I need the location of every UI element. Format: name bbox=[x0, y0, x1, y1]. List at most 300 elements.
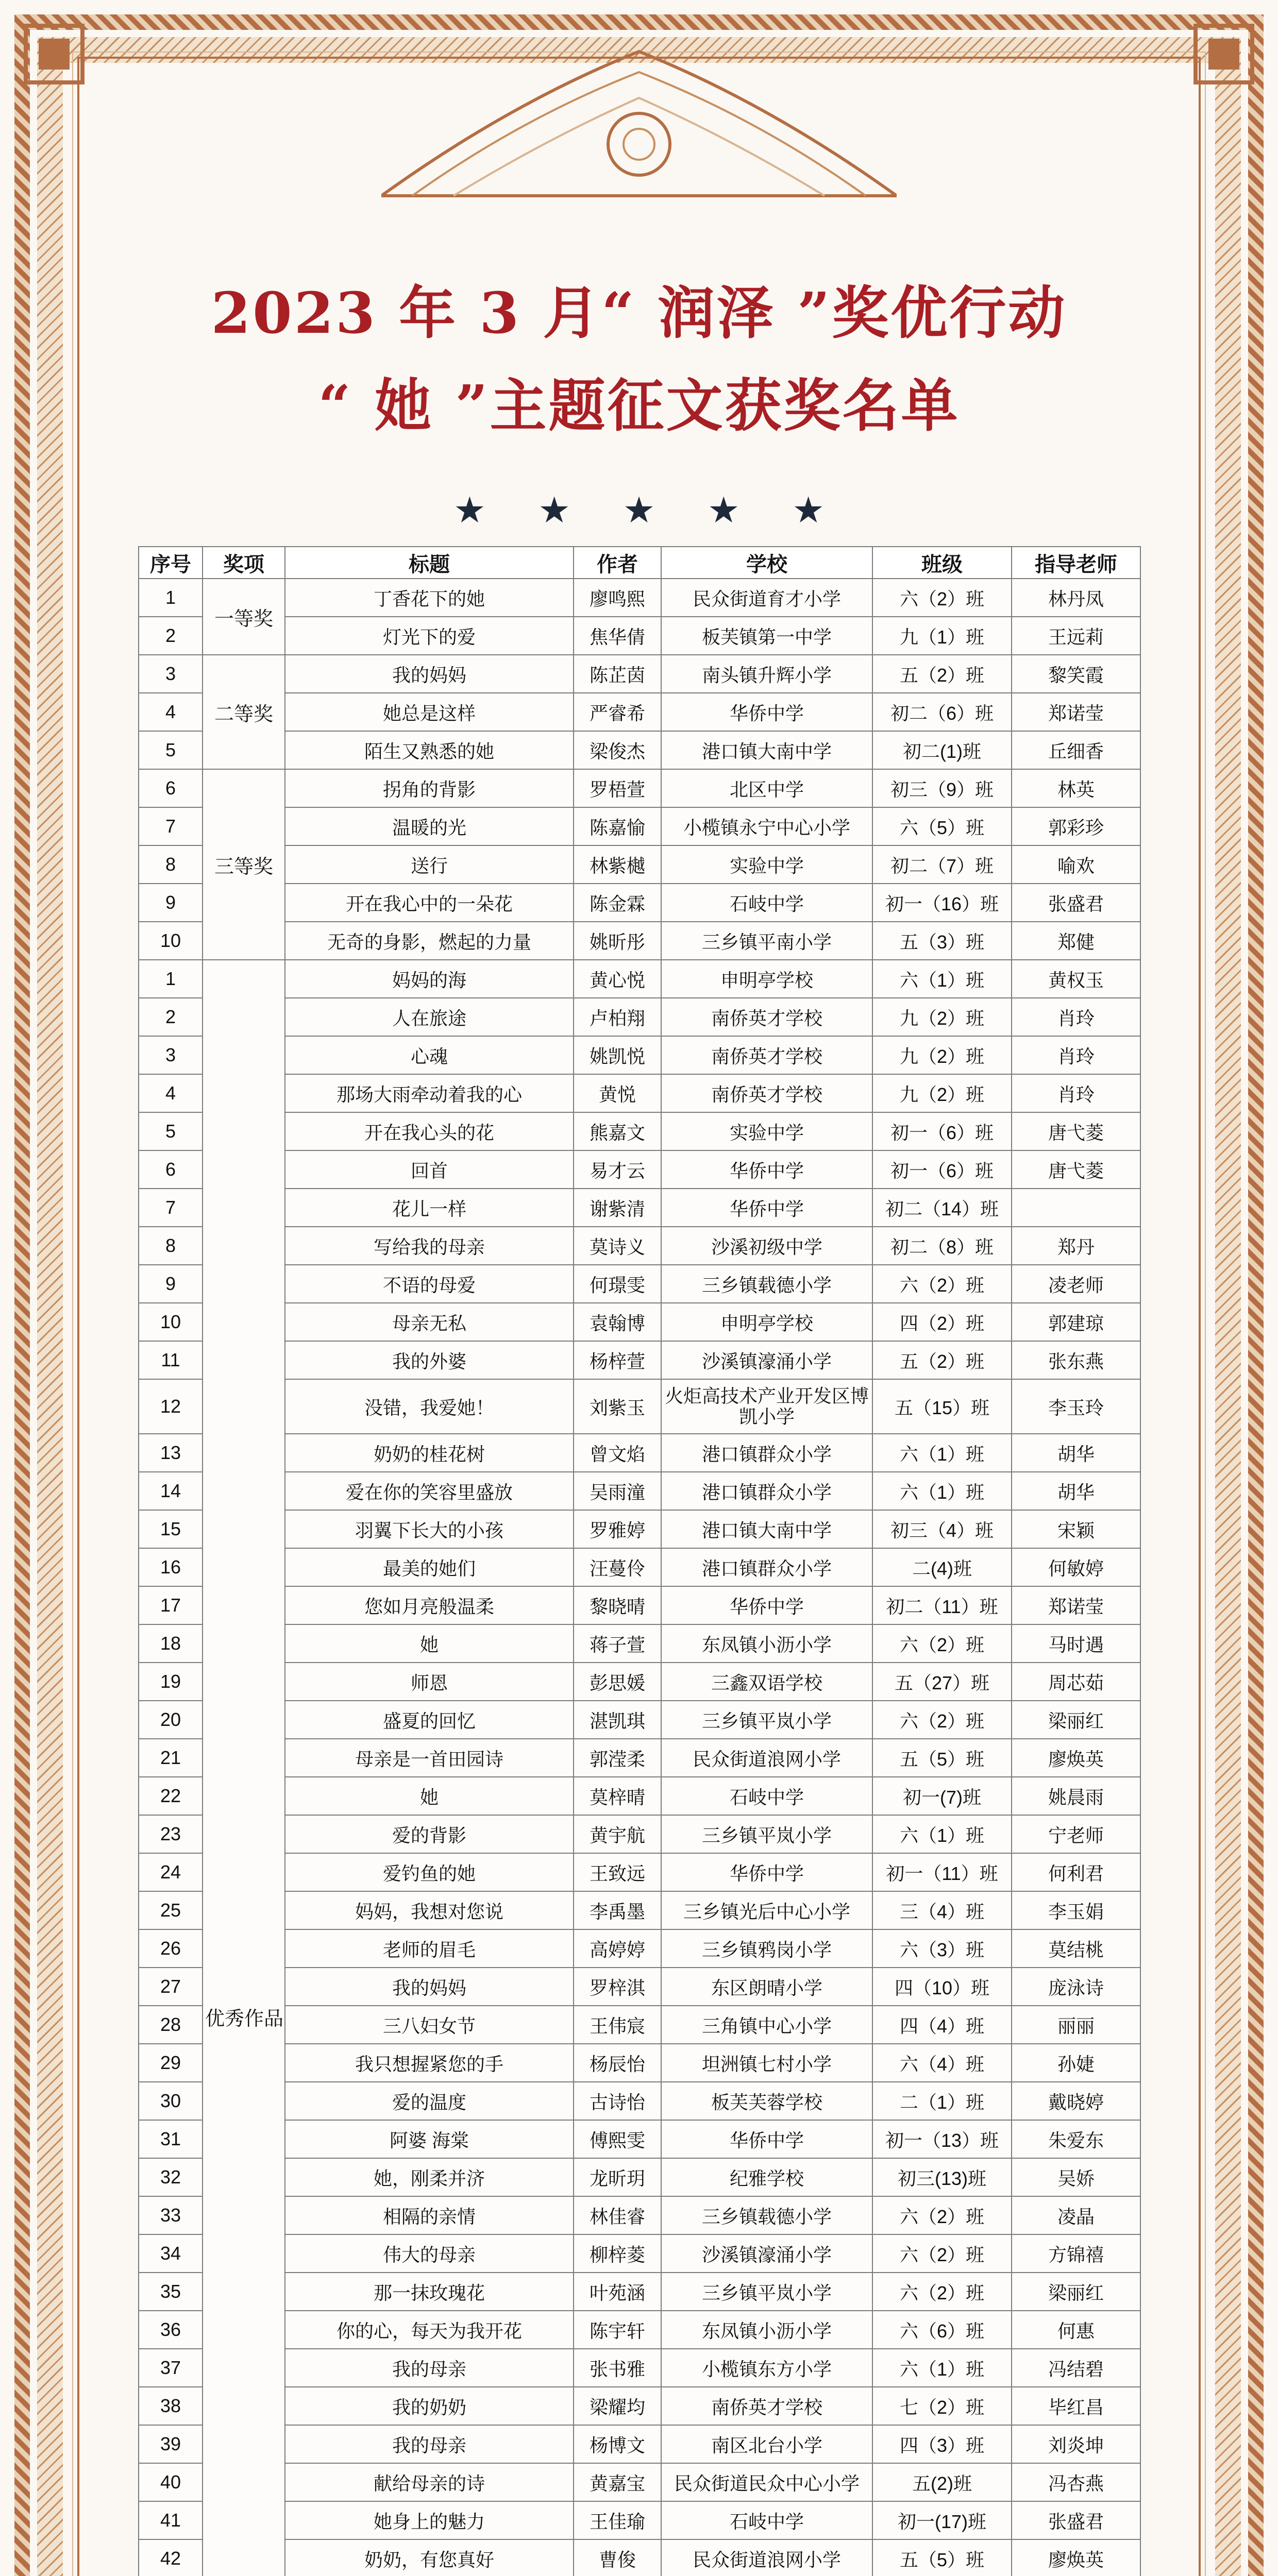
cell-author: 廖鸣熙 bbox=[574, 579, 661, 617]
cell-class: 初一（6）班 bbox=[872, 1150, 1012, 1189]
star-icon: ★ bbox=[707, 489, 740, 531]
cell-class: 六（1）班 bbox=[872, 1472, 1012, 1510]
cell-title: 那一抹玫瑰花 bbox=[285, 2273, 574, 2311]
cell-school: 南区北台小学 bbox=[661, 2425, 872, 2463]
table-row bbox=[139, 579, 1140, 617]
cell-class: 六（1）班 bbox=[872, 1815, 1012, 1853]
cell-number: 9 bbox=[139, 884, 203, 922]
page-title-line1: 2023 年 3 月“ 润泽 ”奖优行动 bbox=[211, 280, 1067, 346]
cell-title: 不语的母爱 bbox=[285, 1265, 574, 1303]
table-row bbox=[139, 1303, 1140, 1341]
cell-author: 曹俊 bbox=[574, 2539, 661, 2576]
cell-school: 南侨英才学校 bbox=[661, 1074, 872, 1112]
cell-number: 21 bbox=[139, 1739, 203, 1777]
cell-author: 焦华倩 bbox=[574, 617, 661, 655]
cell-author: 熊嘉文 bbox=[574, 1112, 661, 1150]
cell-number: 30 bbox=[139, 2082, 203, 2120]
cell-school: 华侨中学 bbox=[661, 1189, 872, 1227]
award-category-cell: 三等奖 bbox=[203, 769, 285, 960]
cell-author: 刘紫玉 bbox=[574, 1379, 661, 1434]
cell-class: 六（2）班 bbox=[872, 1265, 1012, 1303]
cell-school: 华侨中学 bbox=[661, 2120, 872, 2158]
cell-author: 柳梓菱 bbox=[574, 2234, 661, 2273]
cell-school: 民众街道浪网小学 bbox=[661, 2539, 872, 2576]
cell-class: 初一（6）班 bbox=[872, 1112, 1012, 1150]
cell-class: 六（2）班 bbox=[872, 579, 1012, 617]
cell-number: 22 bbox=[139, 1777, 203, 1815]
cell-number: 3 bbox=[139, 655, 203, 693]
cell-class: 初二（7）班 bbox=[872, 845, 1012, 884]
cell-school: 南侨英才学校 bbox=[661, 2387, 872, 2425]
cell-title: 人在旅途 bbox=[285, 998, 574, 1036]
cell-number: 11 bbox=[139, 1341, 203, 1379]
cell-author: 罗雅婷 bbox=[574, 1510, 661, 1548]
table-row bbox=[139, 1891, 1140, 1929]
cell-teacher: 唐弋菱 bbox=[1012, 1112, 1140, 1150]
cell-author: 莫诗义 bbox=[574, 1227, 661, 1265]
cell-title: 羽翼下长大的小孩 bbox=[285, 1510, 574, 1548]
cell-school: 民众街道民众中心小学 bbox=[661, 2463, 872, 2501]
cell-teacher: 肖玲 bbox=[1012, 1074, 1140, 1112]
cell-number: 39 bbox=[139, 2425, 203, 2463]
cell-title: 爱的背影 bbox=[285, 1815, 574, 1853]
cell-teacher: 廖焕英 bbox=[1012, 2539, 1140, 2576]
column-header: 标题 bbox=[285, 547, 574, 579]
cell-school: 火炬高技术产业开发区博凯小学 bbox=[661, 1379, 872, 1434]
page-title-line2: “ 她 ”主题征文获奖名单 bbox=[318, 372, 960, 439]
cell-teacher: 凌老师 bbox=[1012, 1265, 1140, 1303]
cell-author: 罗梧萱 bbox=[574, 769, 661, 807]
cell-school: 东区朗晴小学 bbox=[661, 1968, 872, 2006]
cell-teacher: 戴晓婷 bbox=[1012, 2082, 1140, 2120]
cell-class: 初二（8）班 bbox=[872, 1227, 1012, 1265]
corner-ornament-top-left bbox=[21, 21, 88, 88]
cell-teacher: 林英 bbox=[1012, 769, 1140, 807]
cell-class: 初二(1)班 bbox=[872, 731, 1012, 769]
cell-teacher: 周芯茹 bbox=[1012, 1663, 1140, 1701]
cell-author: 杨辰怡 bbox=[574, 2044, 661, 2082]
cell-author: 郭滢柔 bbox=[574, 1739, 661, 1777]
cell-author: 陈嘉愉 bbox=[574, 807, 661, 845]
cell-title: 没错，我爱她！ bbox=[285, 1379, 574, 1434]
cell-author: 林佳睿 bbox=[574, 2196, 661, 2234]
cell-title: 妈妈，我想对您说 bbox=[285, 1891, 574, 1929]
star-divider bbox=[453, 489, 825, 531]
cell-number: 10 bbox=[139, 922, 203, 960]
cell-teacher: 丘细香 bbox=[1012, 731, 1140, 769]
cell-title: 我的母亲 bbox=[285, 2425, 574, 2463]
top-crest-ornament bbox=[381, 41, 897, 211]
table-row bbox=[139, 998, 1140, 1036]
cell-school: 港口镇群众小学 bbox=[661, 1548, 872, 1586]
cell-author: 王佳瑜 bbox=[574, 2501, 661, 2539]
cell-class: 五（5）班 bbox=[872, 1739, 1012, 1777]
cell-author: 梁耀均 bbox=[574, 2387, 661, 2425]
cell-number: 5 bbox=[139, 1112, 203, 1150]
cell-number: 27 bbox=[139, 1968, 203, 2006]
cell-class: 四（3）班 bbox=[872, 2425, 1012, 2463]
cell-author: 傅熙雯 bbox=[574, 2120, 661, 2158]
cell-title: 灯光下的爱 bbox=[285, 617, 574, 655]
column-header: 学校 bbox=[661, 547, 872, 579]
cell-title: 盛夏的回忆 bbox=[285, 1701, 574, 1739]
cell-title: 我只想握紧您的手 bbox=[285, 2044, 574, 2082]
cell-title: 开在我心中的一朵花 bbox=[285, 884, 574, 922]
award-table bbox=[138, 546, 1141, 2576]
cell-number: 2 bbox=[139, 998, 203, 1036]
cell-class: 五（15）班 bbox=[872, 1379, 1012, 1434]
cell-title: 妈妈的海 bbox=[285, 960, 574, 998]
cell-title: 爱的温度 bbox=[285, 2082, 574, 2120]
cell-title: 我的妈妈 bbox=[285, 1968, 574, 2006]
table-row bbox=[139, 2234, 1140, 2273]
cell-number: 12 bbox=[139, 1379, 203, 1434]
cell-title: 阿婆 海棠 bbox=[285, 2120, 574, 2158]
table-row bbox=[139, 1777, 1140, 1815]
cell-number: 6 bbox=[139, 1150, 203, 1189]
star-icon: ★ bbox=[538, 489, 571, 531]
cell-number: 36 bbox=[139, 2311, 203, 2349]
cell-teacher: 姚晨雨 bbox=[1012, 1777, 1140, 1815]
cell-title: 师恩 bbox=[285, 1663, 574, 1701]
cell-teacher: 郑丹 bbox=[1012, 1227, 1140, 1265]
cell-teacher: 冯结碧 bbox=[1012, 2349, 1140, 2387]
cell-number: 16 bbox=[139, 1548, 203, 1586]
cell-class: 二(4)班 bbox=[872, 1548, 1012, 1586]
cell-school: 南侨英才学校 bbox=[661, 1036, 872, 1074]
cell-number: 34 bbox=[139, 2234, 203, 2273]
cell-school: 石岐中学 bbox=[661, 1777, 872, 1815]
table-row bbox=[139, 1227, 1140, 1265]
cell-teacher: 郭建琼 bbox=[1012, 1303, 1140, 1341]
cell-class: 六（4）班 bbox=[872, 2044, 1012, 2082]
cell-school: 民众街道浪网小学 bbox=[661, 1739, 872, 1777]
star-icon: ★ bbox=[792, 489, 825, 531]
cell-number: 26 bbox=[139, 1929, 203, 1968]
cell-teacher: 吴娇 bbox=[1012, 2158, 1140, 2196]
cell-author: 何璟雯 bbox=[574, 1265, 661, 1303]
cell-teacher: 张盛君 bbox=[1012, 2501, 1140, 2539]
cell-school: 华侨中学 bbox=[661, 1853, 872, 1891]
column-header: 指导老师 bbox=[1012, 547, 1140, 579]
cell-author: 高婷婷 bbox=[574, 1929, 661, 1968]
cell-class: 二（1）班 bbox=[872, 2082, 1012, 2120]
cell-class: 初一(17)班 bbox=[872, 2501, 1012, 2539]
cell-class: 六（1）班 bbox=[872, 2349, 1012, 2387]
cell-title: 我的母亲 bbox=[285, 2349, 574, 2387]
cell-teacher: 梁丽红 bbox=[1012, 2273, 1140, 2311]
cell-school: 三乡镇载德小学 bbox=[661, 2196, 872, 2234]
cell-teacher: 冯杏燕 bbox=[1012, 2463, 1140, 2501]
cell-title: 最美的她们 bbox=[285, 1548, 574, 1586]
cell-teacher: 胡华 bbox=[1012, 1434, 1140, 1472]
cell-class: 三（4）班 bbox=[872, 1891, 1012, 1929]
cell-number: 32 bbox=[139, 2158, 203, 2196]
cell-class: 初一(7)班 bbox=[872, 1777, 1012, 1815]
cell-school: 三乡镇鸦岗小学 bbox=[661, 1929, 872, 1968]
table-row bbox=[139, 693, 1140, 731]
cell-author: 吴雨潼 bbox=[574, 1472, 661, 1510]
cell-school: 纪雅学校 bbox=[661, 2158, 872, 2196]
table-row bbox=[139, 2158, 1140, 2196]
table-row bbox=[139, 1624, 1140, 1663]
cell-teacher: 黄权玉 bbox=[1012, 960, 1140, 998]
table-row bbox=[139, 1341, 1140, 1379]
cell-school: 华侨中学 bbox=[661, 1586, 872, 1624]
cell-class: 五（5）班 bbox=[872, 2539, 1012, 2576]
cell-number: 13 bbox=[139, 1434, 203, 1472]
cell-school: 实验中学 bbox=[661, 1112, 872, 1150]
cell-author: 姚昕彤 bbox=[574, 922, 661, 960]
cell-class: 五（27）班 bbox=[872, 1663, 1012, 1701]
cell-school: 三乡镇平岚小学 bbox=[661, 1701, 872, 1739]
cell-class: 初一（11）班 bbox=[872, 1853, 1012, 1891]
cell-title: 她，刚柔并济 bbox=[285, 2158, 574, 2196]
cell-teacher: 郑诺莹 bbox=[1012, 693, 1140, 731]
cell-school: 三角镇中心小学 bbox=[661, 2006, 872, 2044]
cell-class: 六（1）班 bbox=[872, 1434, 1012, 1472]
cell-teacher: 肖玲 bbox=[1012, 1036, 1140, 1074]
cell-author: 蒋子萱 bbox=[574, 1624, 661, 1663]
cell-number: 37 bbox=[139, 2349, 203, 2387]
cell-school: 沙溪镇濠涌小学 bbox=[661, 1341, 872, 1379]
cell-class: 五(2)班 bbox=[872, 2463, 1012, 2501]
cell-title: 我的妈妈 bbox=[285, 655, 574, 693]
cell-author: 古诗怡 bbox=[574, 2082, 661, 2120]
cell-teacher: 孙婕 bbox=[1012, 2044, 1140, 2082]
cell-school: 申明亭学校 bbox=[661, 960, 872, 998]
table-row bbox=[139, 2311, 1140, 2349]
cell-title: 您如月亮般温柔 bbox=[285, 1586, 574, 1624]
cell-author: 杨博文 bbox=[574, 2425, 661, 2463]
cell-author: 梁俊杰 bbox=[574, 731, 661, 769]
cell-title: 献给母亲的诗 bbox=[285, 2463, 574, 2501]
table-row bbox=[139, 1929, 1140, 1968]
cell-title: 送行 bbox=[285, 845, 574, 884]
cell-number: 7 bbox=[139, 807, 203, 845]
cell-class: 九（1）班 bbox=[872, 617, 1012, 655]
cell-title: 奶奶，有您真好 bbox=[285, 2539, 574, 2576]
cell-school: 南侨英才学校 bbox=[661, 998, 872, 1036]
cell-author: 王致远 bbox=[574, 1853, 661, 1891]
table-row bbox=[139, 769, 1140, 807]
cell-title: 母亲无私 bbox=[285, 1303, 574, 1341]
cell-school: 港口镇群众小学 bbox=[661, 1472, 872, 1510]
cell-title: 她 bbox=[285, 1777, 574, 1815]
cell-school: 南头镇升辉小学 bbox=[661, 655, 872, 693]
star-icon: ★ bbox=[453, 489, 486, 531]
table-row bbox=[139, 1548, 1140, 1586]
cell-teacher: 张东燕 bbox=[1012, 1341, 1140, 1379]
cell-school: 三乡镇平岚小学 bbox=[661, 1815, 872, 1853]
cell-class: 初三(13)班 bbox=[872, 2158, 1012, 2196]
cell-number: 33 bbox=[139, 2196, 203, 2234]
cell-number: 10 bbox=[139, 1303, 203, 1341]
cell-teacher: 胡华 bbox=[1012, 1472, 1140, 1510]
cell-title: 她 bbox=[285, 1624, 574, 1663]
table-row bbox=[139, 960, 1140, 998]
column-header: 奖项 bbox=[203, 547, 285, 579]
cell-author: 黄嘉宝 bbox=[574, 2463, 661, 2501]
cell-teacher bbox=[1012, 1189, 1140, 1227]
cell-title: 我的外婆 bbox=[285, 1341, 574, 1379]
cell-title: 奶奶的桂花树 bbox=[285, 1434, 574, 1472]
cell-author: 林紫樾 bbox=[574, 845, 661, 884]
cell-title: 你的心，每天为我开花 bbox=[285, 2311, 574, 2349]
cell-class: 初二（14）班 bbox=[872, 1189, 1012, 1227]
cell-class: 初二（6）班 bbox=[872, 693, 1012, 731]
cell-class: 五（2）班 bbox=[872, 655, 1012, 693]
cell-number: 31 bbox=[139, 2120, 203, 2158]
cell-teacher: 何惠 bbox=[1012, 2311, 1140, 2349]
cell-title: 写给我的母亲 bbox=[285, 1227, 574, 1265]
cell-title: 丁香花下的她 bbox=[285, 579, 574, 617]
cell-number: 6 bbox=[139, 769, 203, 807]
cell-school: 东凤镇小沥小学 bbox=[661, 2311, 872, 2349]
table-row bbox=[139, 2082, 1140, 2120]
cell-title: 回首 bbox=[285, 1150, 574, 1189]
cell-teacher: 庞泳诗 bbox=[1012, 1968, 1140, 2006]
cell-number: 15 bbox=[139, 1510, 203, 1548]
cell-title: 爱钓鱼的她 bbox=[285, 1853, 574, 1891]
cell-title: 那场大雨牵动着我的心 bbox=[285, 1074, 574, 1112]
cell-teacher: 张盛君 bbox=[1012, 884, 1140, 922]
cell-number: 4 bbox=[139, 1074, 203, 1112]
table-row bbox=[139, 2463, 1140, 2501]
cell-school: 申明亭学校 bbox=[661, 1303, 872, 1341]
cell-author: 彭思媛 bbox=[574, 1663, 661, 1701]
cell-teacher: 郭彩珍 bbox=[1012, 807, 1140, 845]
cell-teacher: 凌晶 bbox=[1012, 2196, 1140, 2234]
cell-title: 陌生又熟悉的她 bbox=[285, 731, 574, 769]
cell-number: 40 bbox=[139, 2463, 203, 2501]
cell-number: 17 bbox=[139, 1586, 203, 1624]
cell-author: 杨梓萱 bbox=[574, 1341, 661, 1379]
cell-number: 1 bbox=[139, 960, 203, 998]
cell-author: 张书雅 bbox=[574, 2349, 661, 2387]
cell-number: 9 bbox=[139, 1265, 203, 1303]
table-row bbox=[139, 1510, 1140, 1548]
cell-number: 19 bbox=[139, 1663, 203, 1701]
cell-author: 王伟宸 bbox=[574, 2006, 661, 2044]
cell-number: 4 bbox=[139, 693, 203, 731]
cell-school: 东凤镇小沥小学 bbox=[661, 1624, 872, 1663]
cell-author: 黄宇航 bbox=[574, 1815, 661, 1853]
table-row bbox=[139, 922, 1140, 960]
cell-class: 六（6）班 bbox=[872, 2311, 1012, 2349]
cell-author: 湛凯琪 bbox=[574, 1701, 661, 1739]
cell-school: 三乡镇载德小学 bbox=[661, 1265, 872, 1303]
cell-school: 坦洲镇七村小学 bbox=[661, 2044, 872, 2082]
cell-author: 莫梓晴 bbox=[574, 1777, 661, 1815]
cell-class: 七（2）班 bbox=[872, 2387, 1012, 2425]
cell-teacher: 郑诺莹 bbox=[1012, 1586, 1140, 1624]
cell-number: 25 bbox=[139, 1891, 203, 1929]
cell-number: 5 bbox=[139, 731, 203, 769]
cell-teacher: 毕红昌 bbox=[1012, 2387, 1140, 2425]
cell-author: 陈芷茵 bbox=[574, 655, 661, 693]
table-row bbox=[139, 845, 1140, 884]
cell-title: 温暖的光 bbox=[285, 807, 574, 845]
cell-class: 初三（4）班 bbox=[872, 1510, 1012, 1548]
cell-school: 三乡镇光后中心小学 bbox=[661, 1891, 872, 1929]
cell-title: 她总是这样 bbox=[285, 693, 574, 731]
cell-school: 港口镇大南中学 bbox=[661, 1510, 872, 1548]
cell-number: 3 bbox=[139, 1036, 203, 1074]
cell-class: 四（2）班 bbox=[872, 1303, 1012, 1341]
cell-author: 陈宇轩 bbox=[574, 2311, 661, 2349]
cell-class: 六（1）班 bbox=[872, 960, 1012, 998]
cell-teacher: 何利君 bbox=[1012, 1853, 1140, 1891]
cell-class: 五（2）班 bbox=[872, 1341, 1012, 1379]
cell-teacher: 王远莉 bbox=[1012, 617, 1140, 655]
cell-school: 板芙镇第一中学 bbox=[661, 617, 872, 655]
cell-class: 九（2）班 bbox=[872, 1074, 1012, 1112]
cell-teacher: 何敏婷 bbox=[1012, 1548, 1140, 1586]
cell-title: 花儿一样 bbox=[285, 1189, 574, 1227]
table-row bbox=[139, 1265, 1140, 1303]
cell-title: 拐角的背影 bbox=[285, 769, 574, 807]
cell-school: 石岐中学 bbox=[661, 2501, 872, 2539]
table-row bbox=[139, 2273, 1140, 2311]
cell-author: 曾文焰 bbox=[574, 1434, 661, 1472]
table-header-row bbox=[139, 547, 1140, 579]
award-table-body bbox=[139, 579, 1140, 2576]
cell-teacher: 宁老师 bbox=[1012, 1815, 1140, 1853]
cell-title: 开在我心头的花 bbox=[285, 1112, 574, 1150]
column-header: 班级 bbox=[872, 547, 1012, 579]
table-row bbox=[139, 1701, 1140, 1739]
cell-author: 谢紫清 bbox=[574, 1189, 661, 1227]
cell-author: 李禹墨 bbox=[574, 1891, 661, 1929]
cell-number: 14 bbox=[139, 1472, 203, 1510]
table-row bbox=[139, 1379, 1140, 1434]
table-row bbox=[139, 2349, 1140, 2387]
cell-author: 袁翰博 bbox=[574, 1303, 661, 1341]
cell-school: 沙溪初级中学 bbox=[661, 1227, 872, 1265]
cell-class: 初三（9）班 bbox=[872, 769, 1012, 807]
table-row bbox=[139, 2044, 1140, 2082]
cell-class: 六（2）班 bbox=[872, 2273, 1012, 2311]
cell-title: 三八妇女节 bbox=[285, 2006, 574, 2044]
award-category-cell: 二等奖 bbox=[203, 655, 285, 769]
table-row bbox=[139, 1472, 1140, 1510]
table-row bbox=[139, 884, 1140, 922]
column-header: 作者 bbox=[574, 547, 661, 579]
cell-school: 华侨中学 bbox=[661, 1150, 872, 1189]
cell-author: 叶苑涵 bbox=[574, 2273, 661, 2311]
cell-title: 她身上的魅力 bbox=[285, 2501, 574, 2539]
cell-teacher: 林丹凤 bbox=[1012, 579, 1140, 617]
table-row bbox=[139, 2120, 1140, 2158]
table-row bbox=[139, 2006, 1140, 2044]
cell-school: 华侨中学 bbox=[661, 693, 872, 731]
cell-class: 六（2）班 bbox=[872, 2196, 1012, 2234]
cell-teacher: 李玉玲 bbox=[1012, 1379, 1140, 1434]
table-row bbox=[139, 1434, 1140, 1472]
cell-school: 民众街道育才小学 bbox=[661, 579, 872, 617]
cell-teacher: 方锦禧 bbox=[1012, 2234, 1140, 2273]
cell-teacher: 郑健 bbox=[1012, 922, 1140, 960]
cell-school: 港口镇群众小学 bbox=[661, 1434, 872, 1472]
cell-school: 三鑫双语学校 bbox=[661, 1663, 872, 1701]
cell-teacher: 肖玲 bbox=[1012, 998, 1140, 1036]
table-row bbox=[139, 2196, 1140, 2234]
cell-author: 汪蔓伶 bbox=[574, 1548, 661, 1586]
table-row bbox=[139, 1074, 1140, 1112]
table-row bbox=[139, 1036, 1140, 1074]
cell-class: 四（4）班 bbox=[872, 2006, 1012, 2044]
